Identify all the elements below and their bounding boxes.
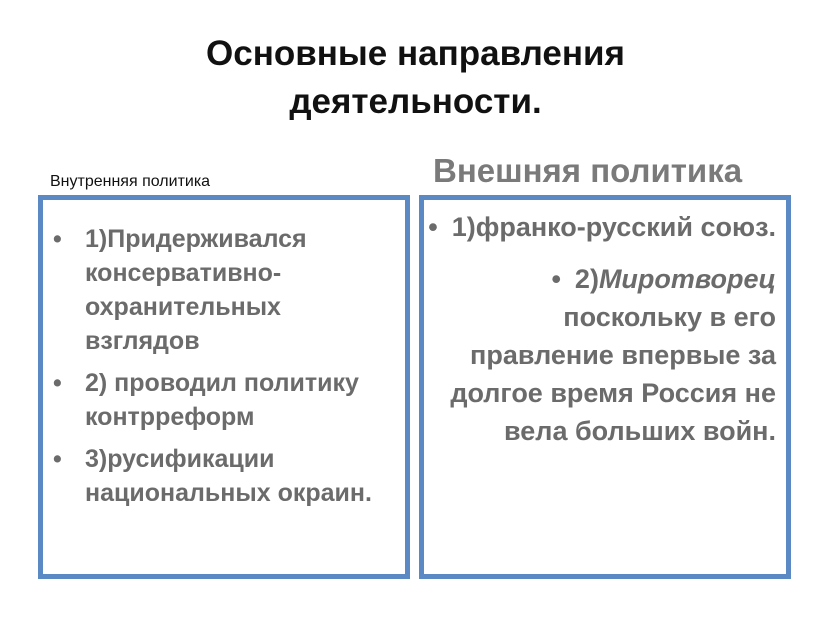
external-policy-box [419,195,791,579]
external-policy-heading: Внешняя политика [433,152,743,189]
internal-policy-box [38,195,410,579]
bullet-dot-icon: • [53,445,62,473]
external-policy-list [426,208,776,464]
list-item-prefix: 2) [574,264,599,294]
bullet-dot-icon: • [53,225,62,253]
list-item [53,222,398,358]
list-item-text: 2) проводил политику контрреформ [85,369,359,431]
slide-title-line-2: деятельности. [289,82,542,121]
list-item [426,260,776,450]
list-item-text: 1)Придерживался консервативно-охранительных взглядов [85,225,307,355]
bullet-dot-icon: • [551,264,561,294]
internal-policy-list [53,222,398,518]
slide-title-line-1: Основные направления [206,34,625,73]
peacemaker-emphasis: Миротворец [598,264,776,294]
list-item [53,442,398,510]
bullet-dot-icon: • [53,369,62,397]
internal-policy-heading: Внутренняя политика [50,173,211,190]
bullet-dot-icon: • [428,212,438,242]
list-item-text: поскольку в его правление впервые за долгое время Россия не вела больших войн. [450,302,776,446]
slide-title [0,30,831,126]
list-item-text: 3)русификации национальных окраин. [85,445,372,507]
list-item [426,208,776,246]
list-item-text: 1)франко-русский союз. [451,212,776,242]
list-item [53,366,398,434]
